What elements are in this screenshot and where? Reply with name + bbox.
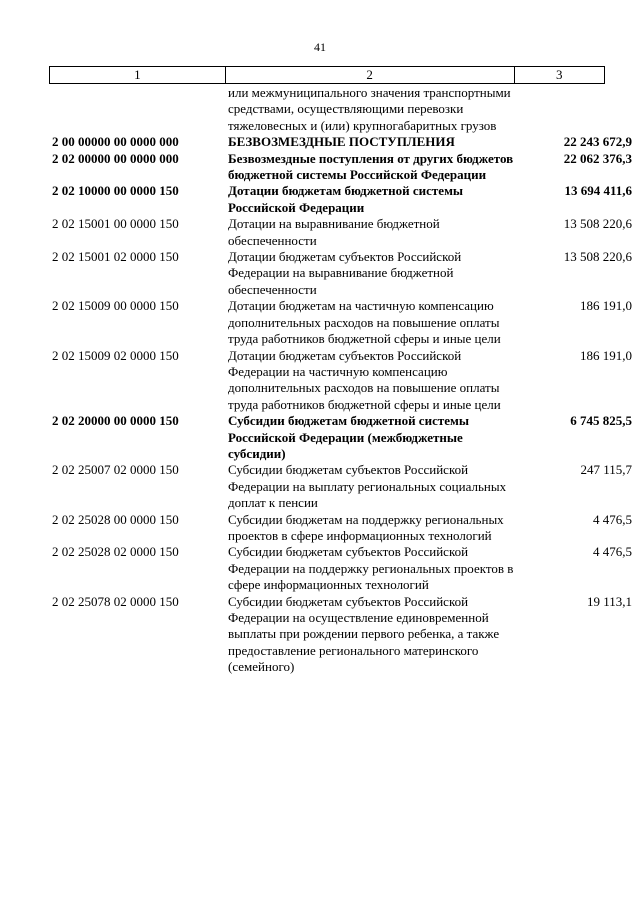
table-row [0, 134, 640, 150]
budget-code-cell [0, 85, 228, 134]
item-name-cell: Субсидии бюджетам бюджетной системы Российской Федерации (межбюджетные субсидии) [228, 413, 470, 461]
item-name-cell: или межмуниципального значения транспортными средствами, осуществляющими перевозки тяжеловесных и (или) крупногабаритных грузов [228, 85, 511, 133]
amount-cell: 186 191,0 [580, 347, 632, 363]
page-number: 41 [314, 40, 326, 54]
table-row [0, 544, 640, 593]
budget-code-cell: 2 02 25028 00 0000 150 [52, 511, 179, 527]
budget-code-cell: 2 02 10000 00 0000 150 [52, 183, 179, 199]
amount-cell: 22 062 376,3 [563, 150, 632, 166]
budget-code-cell: 2 02 25028 02 0000 150 [52, 544, 179, 560]
amount-cell: 247 115,7 [580, 462, 632, 478]
amount-cell: 13 508 220,6 [563, 249, 632, 265]
item-name-cell: Дотации бюджетам субъектов Российской Федерации на выравнивание бюджетной обеспеченности [228, 249, 462, 297]
budget-code-cell: 2 02 20000 00 0000 150 [52, 413, 179, 429]
item-name-cell: Дотации бюджетам субъектов Российской Федерации на частичную компенсацию дополнительных расходов на повышение оплаты труда работников бюджетной сферы и иные цели [228, 347, 501, 412]
table-row [0, 348, 640, 414]
column-header-2: 2 [225, 67, 514, 84]
table-row [0, 462, 640, 511]
budget-code-cell: 2 02 00000 00 0000 000 [52, 150, 179, 166]
item-name-cell: Субсидии бюджетам субъектов Российской Федерации на поддержку региональных проектов в сфере информационных технологий [228, 544, 514, 593]
table-row [0, 413, 640, 462]
column-header-table [49, 66, 605, 84]
item-name-cell: Субсидии бюджетам субъектов Российской Федерации на выплату региональных социальных доплат к пенсии [228, 462, 507, 511]
budget-code-cell: 2 02 25007 02 0000 150 [52, 462, 179, 478]
item-name-cell: БЕЗВОЗМЕЗДНЫЕ ПОСТУПЛЕНИЯ [228, 134, 455, 150]
table-row [0, 249, 640, 298]
amount-cell: 4 476,5 [593, 544, 632, 560]
amount-cell: 13 694 411,6 [564, 183, 632, 199]
table-row [0, 594, 640, 676]
amount-cell: 19 113,1 [586, 593, 632, 609]
item-name-cell: Дотации на выравнивание бюджетной обеспеченности [228, 216, 440, 248]
amount-cell: 186 191,0 [580, 298, 632, 314]
table-row [0, 85, 640, 134]
item-name-cell: Безвозмездные поступления от других бюджетов бюджетной системы Российской Федерации [228, 150, 514, 183]
budget-code-cell: 2 02 15009 02 0000 150 [52, 347, 179, 363]
amount-cell: 4 476,5 [593, 511, 632, 527]
item-name-cell: Дотации бюджетам бюджетной системы Российской Федерации [228, 183, 464, 215]
table-row [0, 298, 640, 347]
budget-table-body [0, 85, 640, 676]
amount-cell: 13 508 220,6 [563, 216, 632, 232]
table-row [0, 512, 640, 545]
budget-code-cell: 2 00 00000 00 0000 000 [52, 134, 179, 150]
budget-code-cell: 2 02 15001 02 0000 150 [52, 249, 179, 265]
amount-cell: 22 243 672,9 [563, 134, 632, 150]
budget-code-cell: 2 02 25078 02 0000 150 [52, 593, 179, 609]
column-header-3: 3 [514, 67, 604, 84]
amount-cell [522, 85, 632, 134]
budget-code-cell: 2 02 15001 00 0000 150 [52, 216, 179, 232]
item-name-cell: Дотации бюджетам на частичную компенсацию дополнительных расходов на повышение оплаты труда работников бюджетной сферы и иные цели [228, 298, 501, 347]
table-row [0, 183, 640, 216]
column-header-row [50, 67, 605, 84]
item-name-cell: Субсидии бюджетам на поддержку региональных проектов в сфере информационных технологий [228, 511, 504, 543]
budget-code-cell: 2 02 15009 00 0000 150 [52, 298, 179, 314]
table-row [0, 151, 640, 184]
amount-cell: 6 745 825,5 [570, 413, 632, 429]
column-header-1: 1 [50, 67, 226, 84]
item-name-cell: Субсидии бюджетам субъектов Российской Федерации на осуществление единовременной выплаты при рождении первого ребенка, а также предоставление регионального материнского (семейного) [228, 593, 500, 675]
table-row [0, 216, 640, 249]
